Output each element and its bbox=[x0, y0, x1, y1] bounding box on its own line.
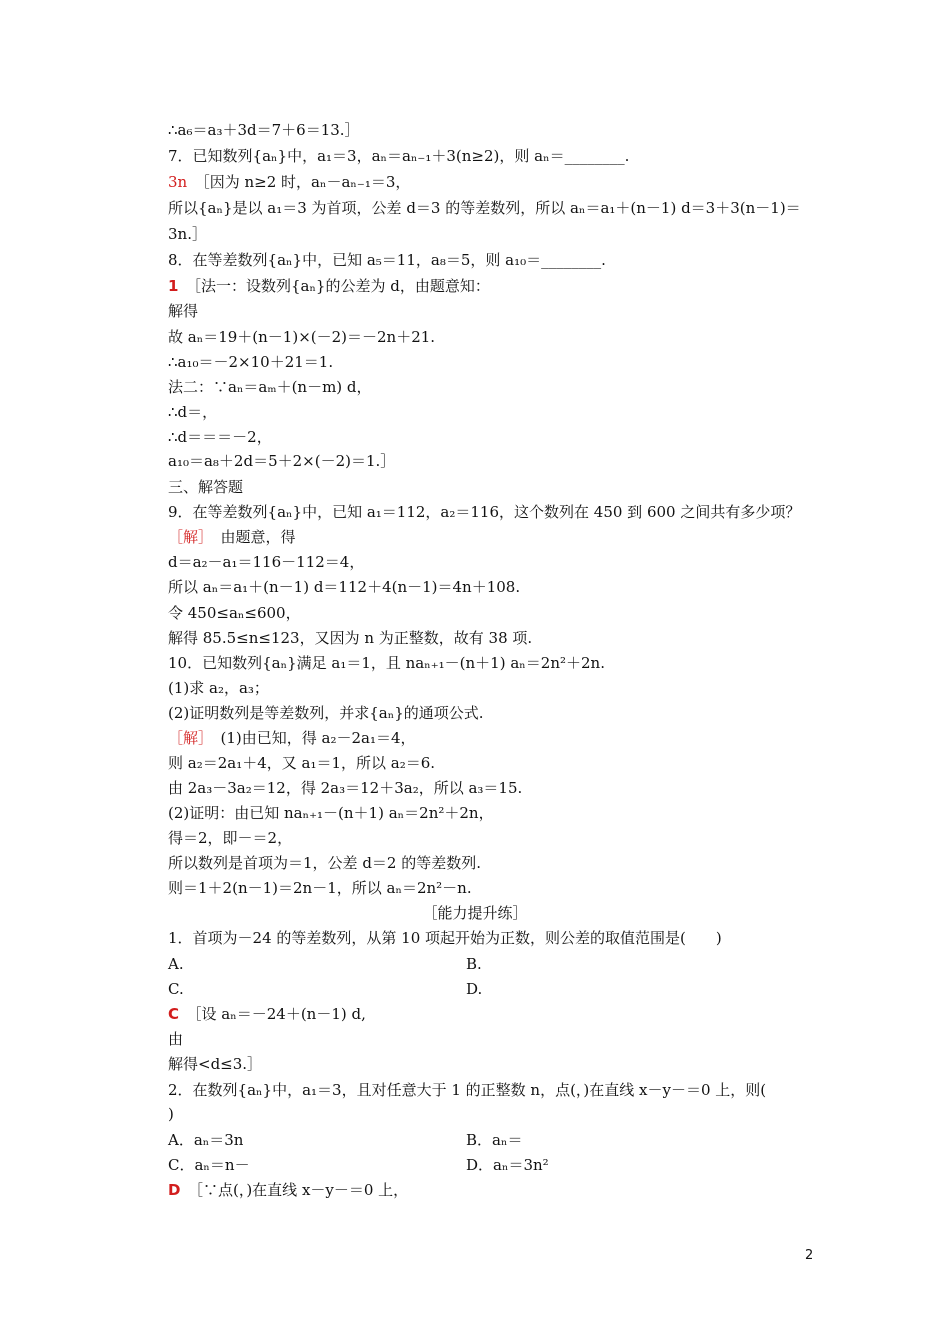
answer-p2: D bbox=[168, 1181, 181, 1199]
text-line: ∴d＝＝＝－2， bbox=[168, 428, 272, 446]
practice-question-1: 1．首项为－24 的等差数列，从第 10 项起开始为正数，则公差的取值范围是( ) bbox=[168, 929, 722, 947]
question-8: 8．在等差数列{aₙ}中，已知 a₅＝11，a₈＝5，则 a₁₀＝________. bbox=[168, 251, 606, 269]
text-line: (1)求 a₂，a₃； bbox=[168, 679, 269, 697]
solution-line bbox=[168, 527, 296, 547]
answer-p1: C bbox=[168, 1005, 180, 1023]
text-line: d＝a₂－a₁＝116－112＝4， bbox=[168, 553, 365, 571]
text-line: 得＝2，即－＝2， bbox=[168, 829, 293, 847]
option-a: A. bbox=[168, 955, 184, 973]
option-d: D. bbox=[466, 980, 483, 998]
text-line: 3n.］ bbox=[168, 225, 207, 243]
text-line: 所以{aₙ}是以 a₁＝3 为首项，公差 d＝3 的等差数列，所以 aₙ＝a₁＋(n－1) d＝3＋3(n－1)＝ bbox=[168, 199, 801, 217]
answer-line bbox=[168, 1004, 366, 1024]
text-line: ∴a₆＝a₃＋3d＝7＋6＝13.］ bbox=[168, 121, 360, 139]
question-9: 9．在等差数列{aₙ}中，已知 a₁＝112，a₂＝116，这个数列在 450 到 600 之间共有多少项？ bbox=[168, 503, 801, 521]
text-line: 则 a₂＝2a₁＋4，又 a₁＝1，所以 a₂＝6. bbox=[168, 754, 436, 772]
solution-line bbox=[168, 728, 416, 748]
option-c: C. bbox=[168, 980, 184, 998]
answer-line bbox=[168, 276, 490, 296]
text-line: 则＝1＋2(n－1)＝2n－1，所以 aₙ＝2n²－n. bbox=[168, 879, 472, 897]
practice-question-2: 2．在数列{aₙ}中，a₁＝3，且对任意大于 1 的正整数 n，点(，)在直线 x－y－＝0 上，则( bbox=[168, 1081, 767, 1099]
question-7: 7．已知数列{aₙ}中，a₁＝3，aₙ＝aₙ₋₁＋3(n≥2)，则 aₙ＝________. bbox=[168, 147, 630, 165]
option-b: B．aₙ＝ bbox=[466, 1131, 523, 1149]
option-c: C．aₙ＝n－ bbox=[168, 1156, 250, 1174]
text-line: (1)由已知，得 a₂－2a₁＝4， bbox=[220, 729, 416, 747]
solution-tag: ［解］ bbox=[168, 528, 206, 546]
text-line: ) bbox=[168, 1105, 174, 1123]
answer-line bbox=[168, 172, 410, 192]
text-line: 所以数列是首项为＝1，公差 d＝2 的等差数列. bbox=[168, 854, 481, 872]
answer-q7: 3n bbox=[168, 173, 188, 191]
text-line: ［设 aₙ＝－24＋(n－1) d, bbox=[194, 1005, 366, 1023]
text-line: ［法一：设数列{aₙ}的公差为 d，由题意知： bbox=[193, 277, 490, 295]
text-line: 由题意，得 bbox=[220, 528, 296, 546]
text-line: ［因为 n≥2 时，aₙ－aₙ₋₁＝3， bbox=[202, 173, 411, 191]
text-line: 由 2a₃－3a₂＝12，得 2a₃＝12＋3a₂，所以 a₃＝15. bbox=[168, 779, 523, 797]
section-heading: 三、解答题 bbox=[168, 478, 244, 496]
text-line: a₁₀＝a₈＋2d＝5＋2×(－2)＝1.］ bbox=[168, 452, 396, 470]
text-line: ∴d＝， bbox=[168, 403, 218, 421]
text-line: ［∵点(，)在直线 x－y－＝0 上， bbox=[195, 1181, 409, 1199]
text-line: 解得<d≤3.］ bbox=[168, 1055, 263, 1073]
answer-line bbox=[168, 1180, 408, 1200]
question-10: 10．已知数列{aₙ}满足 a₁＝1，且 naₙ₊₁－(n＋1) aₙ＝2n²＋2n. bbox=[168, 654, 605, 672]
option-d: D．aₙ＝3n² bbox=[466, 1156, 549, 1174]
answer-q8: 1 bbox=[168, 277, 179, 295]
text-line: 解得 85.5≤n≤123，又因为 n 为正整数，故有 38 项. bbox=[168, 629, 533, 647]
text-line: 所以 aₙ＝a₁＋(n－1) d＝112＋4(n－1)＝4n＋108. bbox=[168, 578, 521, 596]
text-line: 解得 bbox=[168, 302, 199, 320]
solution-tag: ［解］ bbox=[168, 729, 206, 747]
text-line: 令 450≤aₙ≤600， bbox=[168, 604, 301, 622]
text-line: ∴a₁₀＝－2×10＋21＝1. bbox=[168, 353, 334, 371]
section-title: ［能力提升练］ bbox=[422, 904, 528, 922]
text-line: 由 bbox=[168, 1030, 184, 1048]
text-line: 法二：∵aₙ＝aₘ＋(n－m) d， bbox=[168, 378, 372, 396]
text-line: (2)证明：由已知 naₙ₊₁－(n＋1) aₙ＝2n²＋2n， bbox=[168, 804, 494, 822]
text-line: 故 aₙ＝19＋(n－1)×(－2)＝－2n＋21. bbox=[168, 328, 436, 346]
page-number: 2 bbox=[805, 1248, 814, 1263]
text-line: (2)证明数列是等差数列，并求{aₙ}的通项公式. bbox=[168, 704, 484, 722]
option-a: A．aₙ＝3n bbox=[168, 1131, 244, 1149]
option-b: B. bbox=[466, 955, 482, 973]
